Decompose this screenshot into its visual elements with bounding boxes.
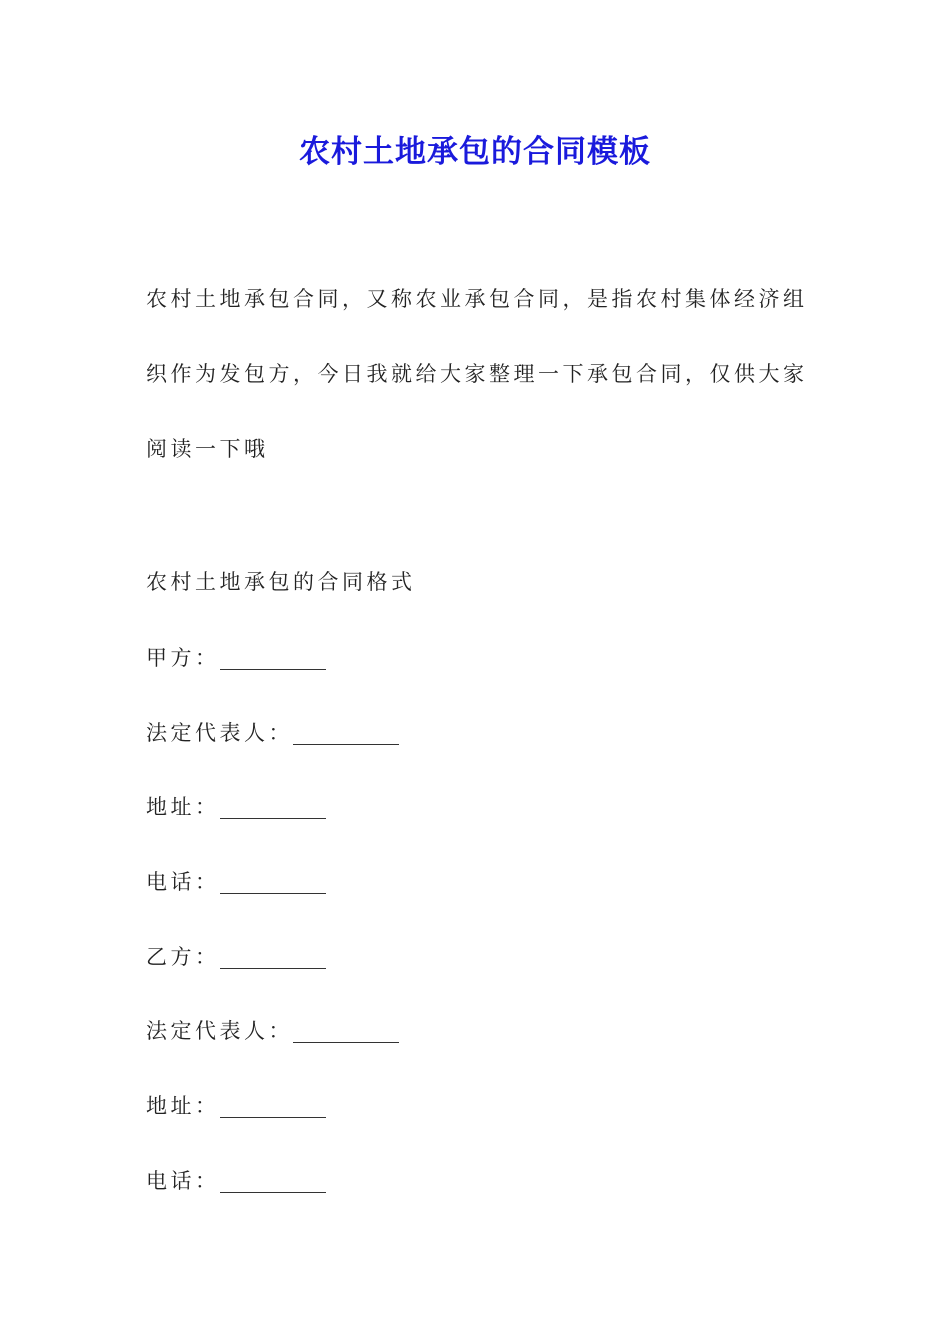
field-label: 甲方： <box>146 646 220 670</box>
field-label: 地址： <box>146 1094 220 1119</box>
fill-blank <box>220 1164 326 1193</box>
field-party-b-phone <box>146 1159 846 1234</box>
field-label: 电话： <box>146 1168 220 1193</box>
field-party-a-phone <box>146 860 846 935</box>
fill-blank <box>220 1089 326 1118</box>
intro-line: 农村土地承包合同，又称农业承包合同，是指农村集体经济组 <box>146 287 808 311</box>
field-label: 电话： <box>146 870 220 895</box>
field-party-a-representative <box>146 711 846 786</box>
field-party-a <box>146 636 846 711</box>
field-party-b-representative <box>146 1009 846 1084</box>
intro-line: 织作为发包方，今日我就给大家整理一下承包合同，仅供大家 <box>146 362 808 386</box>
fill-blank <box>220 790 326 819</box>
fill-blank <box>220 940 326 969</box>
field-party-b-address <box>146 1084 846 1159</box>
page-title: 农村土地承包的合同模板 <box>299 134 651 170</box>
fill-blank <box>220 865 326 894</box>
contract-fields <box>146 636 846 1234</box>
field-party-b <box>146 935 846 1010</box>
field-party-a-address <box>146 785 846 860</box>
fill-blank <box>220 641 326 670</box>
field-label: 乙方： <box>146 944 220 969</box>
fill-blank <box>293 716 399 745</box>
intro-paragraph <box>146 262 816 487</box>
field-label: 法定代表人： <box>146 1019 293 1044</box>
field-label: 法定代表人： <box>146 720 293 745</box>
fill-blank <box>293 1014 399 1043</box>
field-label: 地址： <box>146 795 220 820</box>
section-heading: 农村土地承包的合同格式 <box>146 570 416 594</box>
intro-line: 阅读一下哦 <box>146 437 269 461</box>
